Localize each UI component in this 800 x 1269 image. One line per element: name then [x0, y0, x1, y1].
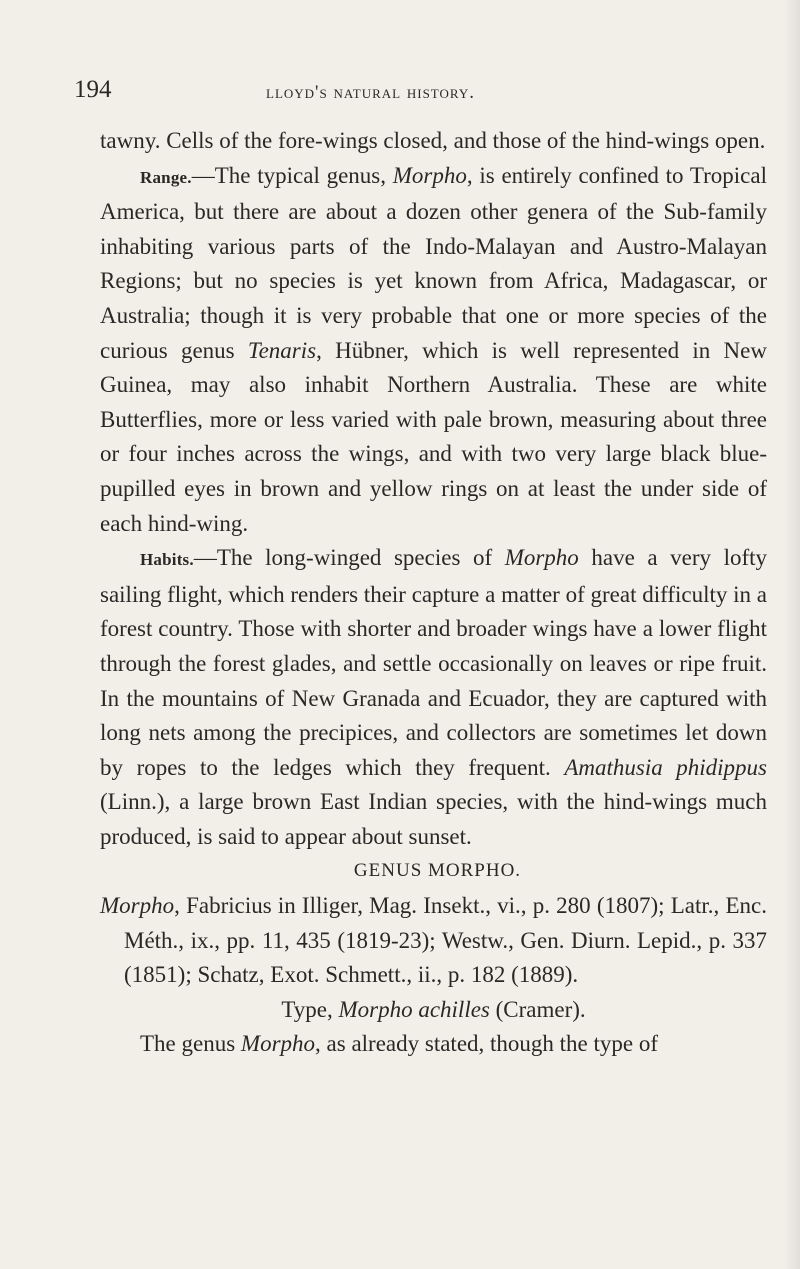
biblio-text: , Fabricius in Illiger, Mag. Insekt., vi., p. 280 (1807); Latr., Enc. Méth., ix., pp. 11, 435 (1819-23); Westw., Gen. Diurn. Lepid., p. 337 (1851); Schatz, Exot. Schmett., ii., p. 182 (1889).: [124, 893, 767, 988]
paragraph-habits: [100, 541, 767, 854]
paragraph-range: [100, 159, 767, 542]
type-species-name: Morpho achilles: [338, 996, 490, 1022]
range-text-2: , is entirely confined to Tropical America, but there are about a dozen other genera of the Sub-family inhabiting various parts of the Indo-Malayan and Austro-Malayan Regions; but no species is yet known from Africa, Madagascar, or Australia; though it is very probable that one or more species of the curious genus: [100, 162, 767, 363]
range-genus-morpho: Morpho: [392, 162, 467, 188]
range-text-3: , Hübner, which is well represented in New Guinea, may also inhabit Northern Australia. These are white Butterflies, more or less varied with pale brown, measuring about three or four inches across the wings, and with two very large black blue-pupilled eyes in brown and yellow rings on at least the under side of each hind-wing.: [100, 337, 767, 536]
page-header: [0, 76, 800, 116]
range-label: Range.: [140, 167, 192, 187]
page-number: 194: [74, 76, 112, 103]
range-genus-tenaris: Tenaris: [247, 337, 317, 363]
type-prefix: Type,: [281, 996, 339, 1022]
habits-label: Habits.: [140, 550, 194, 570]
page-edge-shadow: [784, 0, 800, 1269]
type-species-line: [100, 993, 767, 1028]
paragraph-closing: [100, 1027, 767, 1062]
habits-text-3: (Linn.), a large brown East Indian species, with the hind-wings much produced, is said to appear about sunset.: [100, 789, 767, 849]
body-text: [100, 124, 767, 1062]
paragraph-intro: tawny. Cells of the fore-wings closed, and those of the hind-wings open.: [100, 128, 766, 153]
range-text-1: —The typical genus,: [191, 162, 393, 188]
type-author: (Cramer).: [489, 996, 586, 1022]
genus-heading: GENUS MORPHO.: [353, 860, 522, 882]
running-head: lloyd's natural history.: [266, 82, 475, 103]
habits-species-amathusia: Amathusia phidippus: [564, 754, 768, 780]
closing-text-2: , as already stated, though the type of: [315, 1031, 659, 1057]
habits-text-2: have a very lofty sailing flight, which renders their capture a matter of great difficulty in a forest country. Those with shorter and broader wings have a lower flight through the forest glades, and settle occasionally on leaves or ripe fruit. In the mountains of New Granada and Ecuador, they are captured with long nets among the precipices, and collectors are sometimes let down by ropes to the ledges which they frequent.: [100, 545, 768, 780]
habits-genus-morpho: Morpho: [504, 545, 579, 571]
bibliography: [100, 889, 767, 993]
closing-genus: Morpho: [240, 1031, 316, 1057]
closing-text-1: The genus: [140, 1031, 241, 1057]
biblio-genus: Morpho: [100, 893, 175, 919]
habits-text-1: —The long-winged species of: [193, 545, 505, 571]
